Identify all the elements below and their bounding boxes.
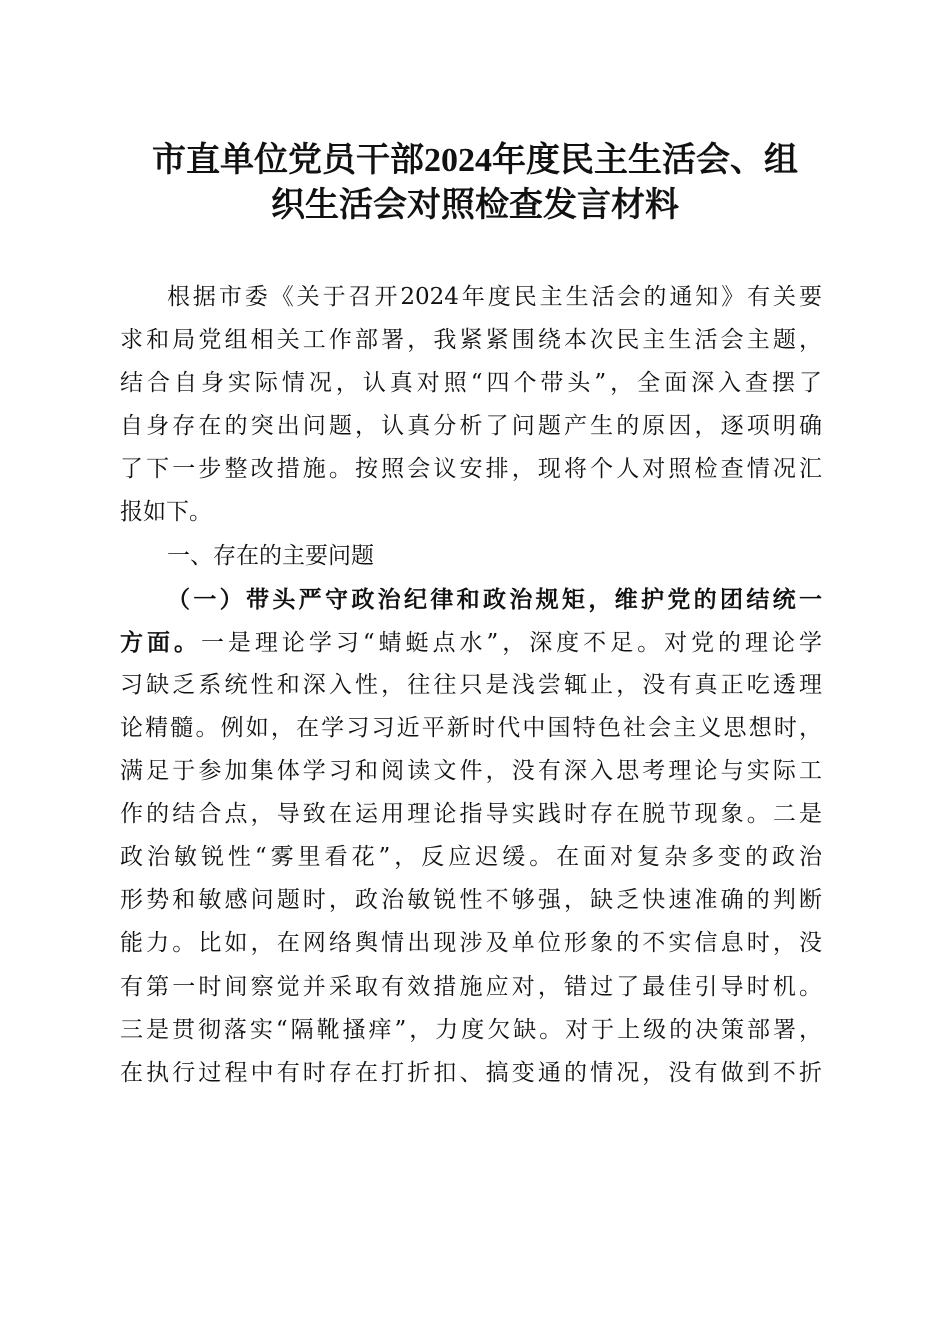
document-title: [0, 138, 950, 228]
intro-line: 了下一步整改措施。按照会议安排，现将个人对照检查情况汇: [120, 456, 822, 483]
paragraph-line: [120, 621, 822, 664]
subsection-heading-line: （一）带头严守政治纪律和政治规矩，维护党的团结统一: [167, 585, 822, 613]
paragraph-line: 习缺乏系统性和深入性，往往只是浅尝辄止，没有真正吃透理: [120, 671, 822, 698]
section-heading: 一、存在的主要问题: [167, 542, 374, 569]
paragraph-text: 一是理论学习“蜻蜓点水”，深度不足。对党的理论学: [200, 629, 822, 656]
intro-line: 报如下。: [120, 499, 212, 526]
intro-paragraph: [120, 276, 822, 535]
title-line-2: 织生活会对照检查发言材料: [271, 187, 679, 224]
intro-line: 求和局党组相关工作部署，我紧紧围绕本次民主生活会主题，: [120, 327, 822, 354]
paragraph-line: 论精髓。例如，在学习习近平新时代中国特色社会主义思想时，: [120, 714, 822, 741]
subsection-paragraph: [120, 578, 822, 1095]
document-body: [120, 276, 822, 1095]
paragraph-line: 形势和敏感问题时，政治敏锐性不够强，缺乏快速准确的判断: [120, 887, 822, 914]
title-line-1: 市直单位党员干部2024年度民主生活会、组: [152, 142, 798, 179]
paragraph-line: 三是贯彻落实“隔靴搔痒”，力度欠缺。对于上级的决策部署，: [120, 1016, 822, 1043]
intro-line: 根据市委《关于召开2024年度民主生活会的通知》有关要: [167, 284, 822, 310]
paragraph-line: 在执行过程中有时存在打折扣、搞变通的情况，没有做到不折: [120, 1059, 822, 1086]
intro-line: 结合自身实际情况，认真对照“四个带头”，全面深入查摆了: [120, 370, 822, 397]
intro-line: 自身存在的突出问题，认真分析了问题产生的原因，逐项明确: [120, 413, 822, 440]
paragraph-line: 政治敏锐性“雾里看花”，反应迟缓。在面对复杂多变的政治: [120, 844, 822, 871]
paragraph-line: 有第一时间察觉并采取有效措施应对，错过了最佳引导时机。: [120, 973, 822, 1000]
paragraph-line: 能力。比如，在网络舆情出现涉及单位形象的不实信息时，没: [120, 930, 822, 957]
subsection-heading-end: 方面。: [120, 628, 201, 656]
paragraph-line: 满足于参加集体学习和阅读文件，没有深入思考理论与实际工: [120, 758, 822, 785]
paragraph-line: 作的结合点，导致在运用理论指导实践时存在脱节现象。二是: [120, 801, 822, 828]
